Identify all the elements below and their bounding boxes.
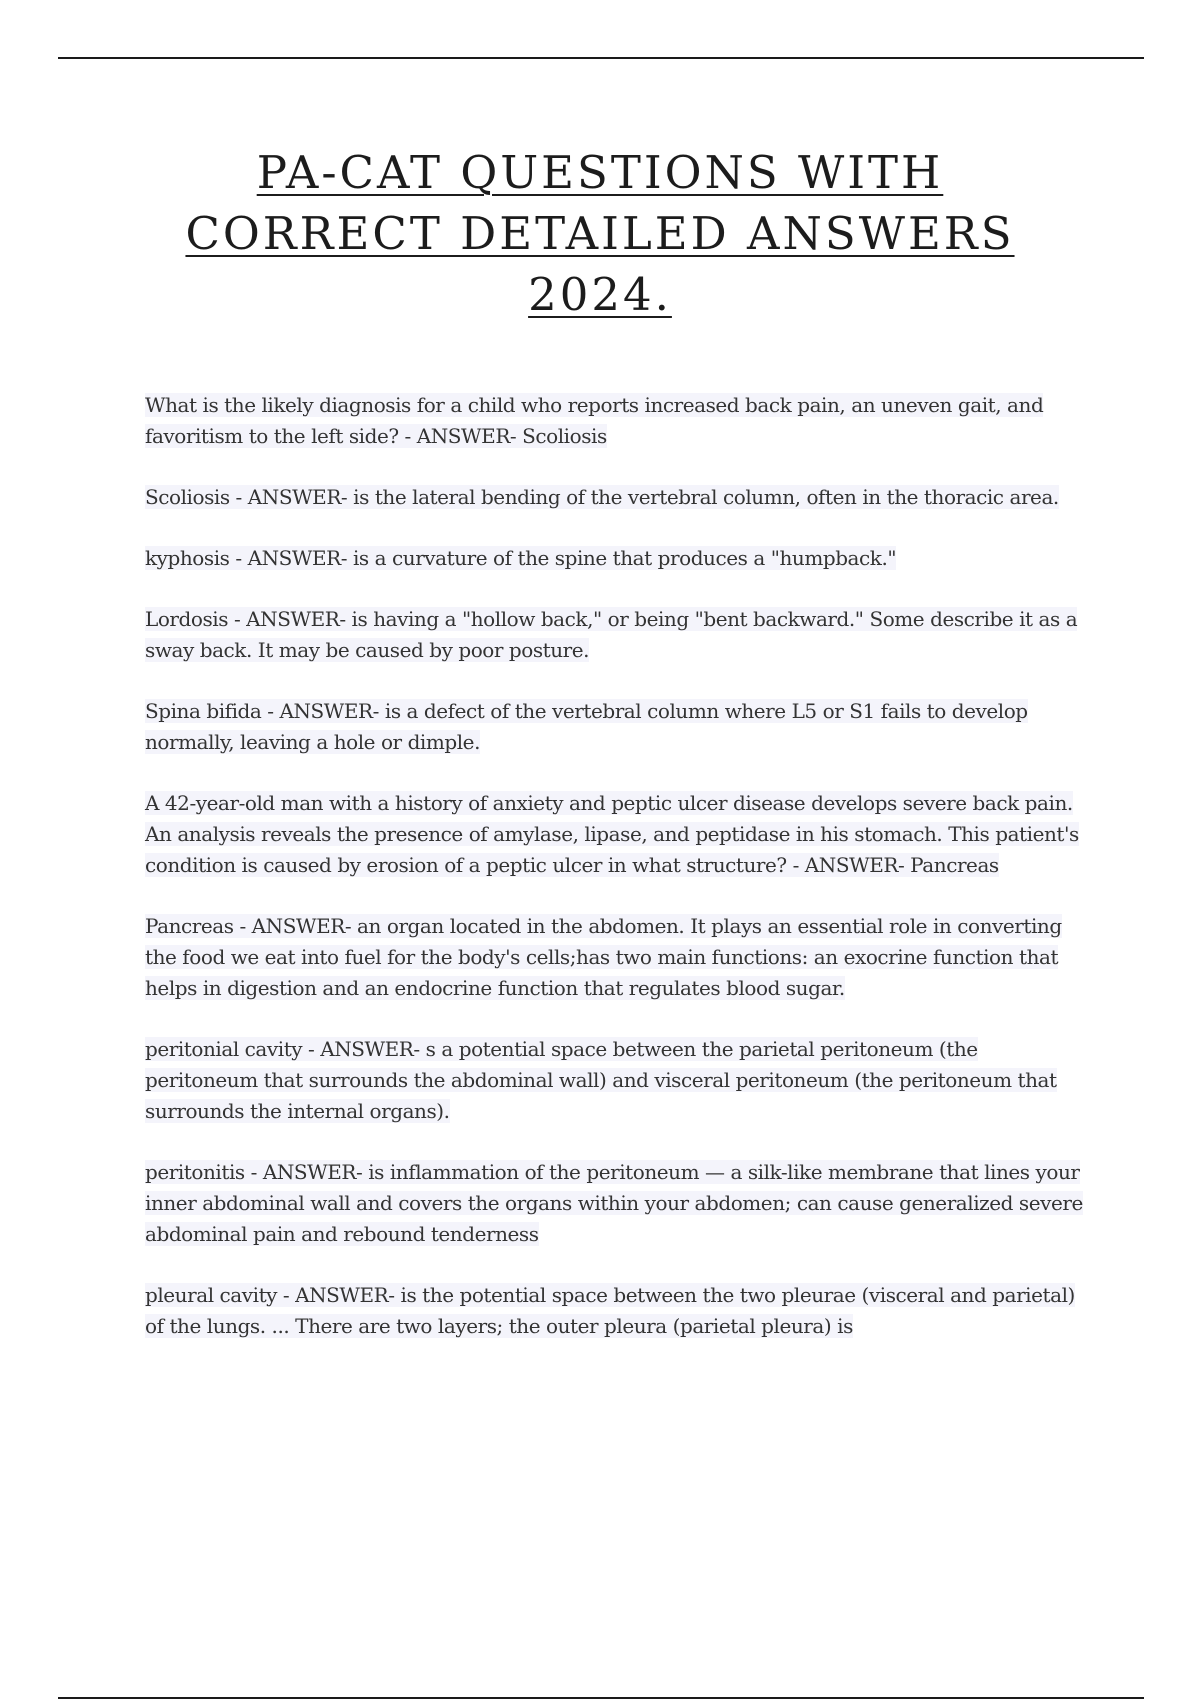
qa-text: Spina bifida - ANSWER- is a defect of the vertebral column where L5 or S1 fails to develop normally, leaving a hole or dimple. <box>145 699 1028 754</box>
qa-text: Lordosis - ANSWER- is having a "hollow back," or being "bent backward." Some describe it as a sway back. It may be caused by poor posture. <box>145 607 1078 662</box>
qa-text: peritonitis - ANSWER- is inflammation of the peritoneum — a silk-like membrane that lines your inner abdominal wall and covers the organs within your abdomen; can cause generalized severe abdominal pain and rebound tenderness <box>145 1160 1083 1246</box>
qa-text: pleural cavity - ANSWER- is the potential space between the two pleurae (visceral and parietal) of the lungs. ... There are two layers; the outer pleura (parietal pleura) is <box>145 1283 1075 1338</box>
qa-text: kyphosis - ANSWER- is a curvature of the spine that produces a "humpback." <box>145 546 897 570</box>
bottom-rule <box>58 1697 1144 1699</box>
top-rule <box>58 57 1144 59</box>
qa-text: Scoliosis - ANSWER- is the lateral bending of the vertebral column, often in the thoracic area. <box>145 485 1059 509</box>
title-line-2: CORRECT DETAILED ANSWERS <box>185 207 1015 260</box>
qa-entry <box>145 696 1095 758</box>
qa-list <box>145 390 1095 1372</box>
qa-entry <box>145 390 1095 452</box>
qa-text: What is the likely diagnosis for a child who reports increased back pain, an uneven gait, and favoritism to the left side? - ANSWER- Scoliosis <box>145 393 1044 448</box>
qa-entry <box>145 1157 1095 1250</box>
qa-text: Pancreas - ANSWER- an organ located in the abdomen. It plays an essential role in converting the food we eat into fuel for the body's cells;has two main functions: an exocrine function that helps in digestion and an endocrine function that regulates blood sugar. <box>145 914 1062 1000</box>
qa-entry <box>145 788 1095 881</box>
title-line-3: 2024. <box>528 268 672 321</box>
title-line-1: PA-CAT QUESTIONS WITH <box>256 146 944 199</box>
qa-entry <box>145 543 1095 574</box>
qa-entry <box>145 1034 1095 1127</box>
qa-entry <box>145 911 1095 1004</box>
document-title <box>0 142 1200 325</box>
qa-text: peritonial cavity - ANSWER- s a potential space between the parietal peritoneum (the peritoneum that surrounds the abdominal wall) and visceral peritoneum (the peritoneum that surrounds the internal organs). <box>145 1037 1057 1123</box>
qa-entry <box>145 1280 1095 1342</box>
qa-entry <box>145 604 1095 666</box>
qa-entry <box>145 482 1095 513</box>
qa-text: A 42-year-old man with a history of anxiety and peptic ulcer disease develops severe back pain. An analysis reveals the presence of amylase, lipase, and peptidase in his stomach. This patient's condition is caused by erosion of a peptic ulcer in what structure? - ANSWER- Pancreas <box>145 791 1079 877</box>
